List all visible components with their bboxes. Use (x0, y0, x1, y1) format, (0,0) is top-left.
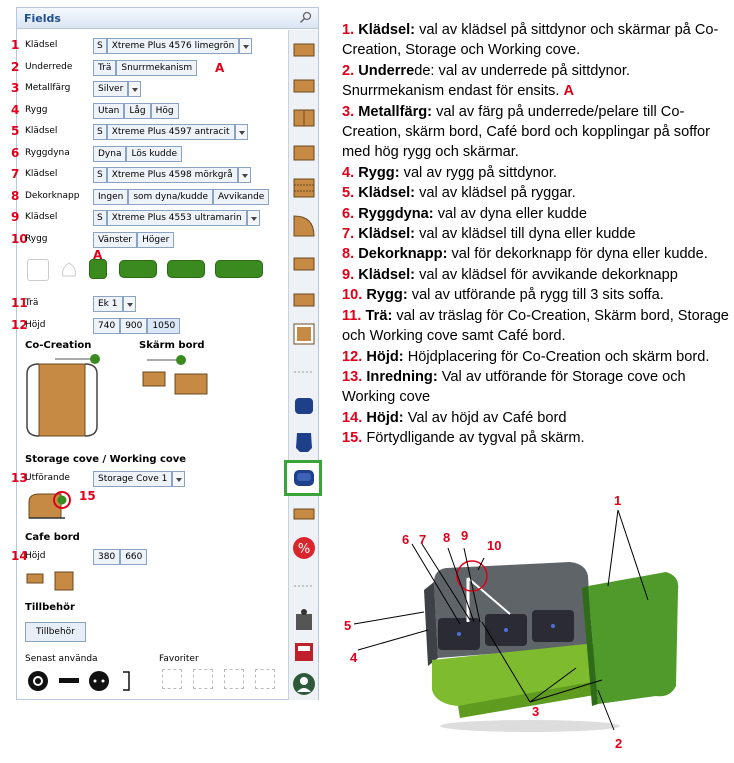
option-button[interactable]: Silver (93, 81, 128, 97)
option-button[interactable]: S (93, 124, 107, 140)
legend-number: 10. (342, 287, 363, 304)
option-row (11, 59, 287, 77)
cafe-hojd-option[interactable]: 660 (120, 549, 147, 565)
legend-item (342, 367, 734, 408)
option-button[interactable]: S (93, 210, 107, 226)
thumbnail-strip (288, 30, 318, 700)
legend-item (342, 306, 734, 347)
svg-text:%: % (297, 542, 311, 557)
hojd-option[interactable]: 1050 (147, 318, 180, 334)
row-label: Klädsel (25, 40, 58, 50)
legend-number: 14. (342, 409, 363, 426)
percent-icon[interactable] (292, 536, 316, 560)
cocreation-table-icon[interactable] (25, 354, 105, 444)
legend-key: Inredning: (366, 368, 438, 385)
chevron-down-icon[interactable] (128, 81, 141, 97)
thumb-selected-frame[interactable] (284, 460, 322, 496)
legend-key: Klädsel: (358, 226, 416, 243)
legend-key: Rygg: (358, 164, 400, 181)
chevron-down-icon[interactable] (238, 167, 251, 183)
row-number: 5 (11, 124, 20, 138)
row-label: Klädsel (25, 212, 58, 222)
row-number: 7 (11, 167, 20, 181)
thumb-blue-chair[interactable] (292, 394, 316, 418)
callout-2: 2 (615, 736, 623, 751)
favoriter-label: Favoriter (159, 654, 199, 664)
row-number: 13 (11, 471, 28, 485)
option-row (11, 124, 287, 141)
callout-6: 6 (402, 532, 410, 547)
option-button[interactable]: S (93, 38, 107, 54)
row-number: 3 (11, 81, 20, 95)
thumb-rect-wood-6[interactable] (292, 288, 316, 312)
legend-item (342, 20, 734, 61)
legend-item (342, 347, 734, 367)
legend-key: Höjd: (366, 348, 404, 365)
hojd-option[interactable]: 740 (93, 318, 120, 334)
legend-key: Klädsel: (358, 266, 416, 283)
chevron-down-icon[interactable] (123, 296, 136, 312)
callout-7: 7 (419, 532, 427, 547)
chevron-down-icon[interactable] (239, 38, 252, 54)
row-label: Ryggdyna (25, 147, 70, 158)
legend-item (342, 265, 734, 285)
callout-10: 10 (487, 538, 502, 553)
row-label: Rygg (25, 233, 48, 244)
callout-4: 4 (350, 650, 358, 665)
cafe-heading: Cafe bord (25, 532, 80, 543)
legend-key: Ryggdyna: (358, 205, 434, 222)
legend-key: Dekorknapp: (358, 246, 448, 263)
thumb-calculator[interactable] (292, 640, 316, 664)
row-label: Klädsel (25, 169, 58, 179)
option-button[interactable]: Ingen (93, 189, 128, 205)
thumb-dotted-line[interactable] (292, 360, 316, 384)
legend-number: 8. (342, 246, 355, 263)
option-button[interactable]: Xtreme Plus 4597 antracit (107, 124, 235, 140)
row-number: 12 (11, 318, 28, 332)
row-label: Rygg (25, 104, 48, 115)
hojd-option[interactable]: 900 (120, 318, 147, 334)
option-row (11, 102, 287, 120)
callout-8: 8 (443, 530, 451, 545)
legend-number: 5. (342, 185, 355, 202)
legend-item (342, 102, 734, 163)
fields-panel (11, 7, 319, 700)
sofa-drawing (340, 490, 734, 763)
thumb-blue-armchair[interactable] (292, 430, 316, 454)
legend-item (342, 244, 734, 264)
legend-list (342, 20, 734, 449)
option-button[interactable]: Vänster (93, 232, 137, 248)
option-button[interactable]: Xtreme Plus 4598 mörkgrå (107, 167, 238, 183)
thumb-striped-wood[interactable] (292, 176, 316, 200)
option-button[interactable]: Lös kudde (126, 146, 182, 162)
callout-1: 1 (614, 493, 622, 508)
row-utforande (11, 471, 265, 488)
legend-text: Höjdplacering för Co-Creation och skärm bord. (403, 348, 710, 365)
legend-text: val av färg på underrede/pelare till Co-Creation, skärm bord, Café bord och kopplingar på soffor med hög rygg och skärmar. (342, 103, 711, 161)
thumb-rect-wood-5[interactable] (292, 252, 316, 276)
swatch-row (27, 259, 287, 283)
option-button[interactable]: Dyna (93, 146, 126, 162)
row-label: Dekorknapp (25, 190, 80, 201)
legend-text: Val av höjd av Café bord (403, 409, 567, 426)
legend-key: Rygg: (366, 287, 408, 304)
row-hojd (11, 318, 225, 335)
option-button[interactable]: Låg (124, 103, 150, 119)
thumb-frame-wood[interactable] (292, 322, 316, 346)
legend-text: Förtydligande av tygval på skärm. (366, 430, 585, 447)
option-button[interactable]: Hög (151, 103, 179, 119)
favorite-slot[interactable] (193, 669, 213, 689)
storage-heading: Storage cove / Working cove (25, 454, 187, 465)
recent-items[interactable] (25, 668, 145, 694)
panel-title: Fields (24, 12, 61, 25)
cocreation-heading: Co-Creation (25, 340, 92, 351)
option-row (11, 81, 287, 98)
thumb-rect-wood-7[interactable] (292, 502, 316, 526)
tillbehor-button[interactable]: Tillbehör (25, 622, 86, 642)
thumb-rect-wood-4[interactable] (292, 142, 316, 166)
utforande-select[interactable]: Storage Cove 1 (93, 471, 172, 487)
option-button[interactable]: som dyna/kudde (128, 189, 213, 205)
row-number: 6 (11, 145, 20, 160)
legend-mark: A (563, 83, 574, 100)
row-label: Höjd (25, 320, 46, 330)
row-number: 4 (11, 102, 20, 117)
legend-number: 11. (342, 307, 362, 324)
marker-15: 15 (79, 489, 96, 503)
row-label: Trä (25, 298, 39, 308)
legend-number: 1. (342, 22, 355, 38)
row-number: 11 (11, 296, 28, 310)
legend-text: val av träslag för Co-Creation, Skärm bord, Storage och Working cove samt Café bord. (342, 307, 729, 345)
legend-number: 9. (342, 266, 355, 283)
option-row (11, 38, 287, 55)
legend-number: 6. (342, 205, 355, 222)
legend-key: Klädsel: (358, 22, 416, 38)
option-row (11, 167, 287, 184)
thumb-rect-wood[interactable] (292, 38, 316, 62)
chevron-down-icon[interactable] (247, 210, 260, 226)
chevron-down-icon[interactable] (172, 471, 185, 487)
callout-9: 9 (461, 528, 469, 543)
row-number: 14 (11, 549, 28, 563)
legend-text: Val av utförande för Storage cove och Working cove (342, 368, 686, 406)
legend-number: 2. (342, 62, 355, 79)
senast-label: Senast använda (25, 654, 98, 664)
swatch-empty-shape[interactable] (59, 260, 79, 280)
legend-text: val av klädsel på ryggar. (415, 185, 576, 202)
row-label: Höjd (25, 551, 46, 561)
thumb-rect-wood-3[interactable] (292, 106, 316, 130)
thumb-person[interactable] (292, 672, 316, 696)
legend-text: val av utförande på rygg till 3 sits soffa. (407, 287, 664, 304)
row-number: 1 (11, 38, 20, 52)
option-button[interactable]: Xtreme Plus 4576 limegrön (107, 38, 240, 54)
thumb-dotted-line-2[interactable] (292, 574, 316, 598)
legend-number: 4. (342, 164, 355, 181)
legend-key: Trä: (365, 307, 393, 324)
option-row (11, 231, 287, 249)
option-button[interactable]: Trä (93, 60, 116, 76)
thumb-quarter-wood[interactable] (292, 214, 316, 238)
legend-number: 7. (342, 226, 355, 243)
legend-item (342, 204, 734, 224)
legend-item (342, 408, 734, 428)
swatch-green-double[interactable] (119, 260, 157, 278)
legend-text: val av klädsel för avvikande dekorknapp (415, 266, 678, 283)
option-button[interactable]: Höger (137, 232, 174, 248)
swatch-green-double-2[interactable] (167, 260, 205, 278)
cafe-hojd-option[interactable]: 380 (93, 549, 120, 565)
option-row (11, 145, 287, 163)
legend-item (342, 428, 734, 448)
option-rows (11, 38, 287, 268)
legend-item (342, 285, 734, 305)
legend-text: val för dekorknapp för dyna eller kudde. (447, 246, 708, 263)
row-number: 9 (11, 210, 20, 224)
storage-cove-icon[interactable] (25, 488, 75, 522)
option-row (11, 188, 287, 206)
row-number: 10 (11, 231, 28, 246)
favorites-slots (162, 669, 282, 691)
legend-number: 12. (342, 348, 363, 365)
favorite-slot[interactable] (224, 669, 244, 689)
thumb-rect-wood-2[interactable] (292, 74, 316, 98)
option-button[interactable]: Xtreme Plus 4553 ultramarin (107, 210, 247, 226)
legend-text: val av rygg på sittdynor. (399, 164, 557, 181)
row-label: Metallfärg (25, 83, 71, 93)
option-row (11, 210, 287, 227)
option-button[interactable]: Avvikande (213, 189, 269, 205)
favorite-slot[interactable] (162, 669, 182, 689)
option-button[interactable]: S (93, 167, 107, 183)
favorite-slot[interactable] (255, 669, 275, 689)
legend-key: Underre (358, 62, 415, 79)
row-label: Utförande (25, 473, 70, 483)
tra-select[interactable]: Ek 1 (93, 296, 123, 312)
option-button[interactable]: Snurrmekanism (116, 60, 197, 76)
chevron-down-icon[interactable] (235, 124, 248, 140)
legend-text: val av dyna eller kudde (433, 205, 587, 222)
skarm-bord-icon[interactable] (139, 354, 219, 404)
row-cafe-hojd (11, 549, 225, 566)
option-button[interactable]: Utan (93, 103, 124, 119)
skarm-heading: Skärm bord (139, 340, 205, 351)
sofa-illustration (340, 490, 734, 763)
legend-item (342, 224, 734, 244)
legend-key: Klädsel: (358, 185, 416, 202)
swatch-empty-square[interactable] (27, 259, 49, 281)
legend-item (342, 163, 734, 183)
swatch-green-single[interactable] (89, 259, 107, 279)
legend-number: 3. (342, 103, 355, 120)
thumb-figure[interactable] (292, 608, 316, 632)
callout-3: 3 (532, 704, 540, 719)
row-mark: A (215, 60, 225, 75)
legend-number: 13. (342, 368, 363, 385)
legend-key: Metallfärg: (358, 103, 433, 120)
legend-item (342, 183, 734, 203)
legend-text: de: val av underrede på sittdynor. Snurrmekanism endast för ensits. (342, 62, 631, 100)
row-label: Underrede (25, 61, 73, 72)
row-number: 2 (11, 59, 20, 74)
legend-key: Höjd: (366, 409, 404, 426)
row-number: 8 (11, 188, 20, 203)
row-tra (11, 296, 225, 313)
legend-item (342, 61, 734, 102)
row-label: Klädsel (25, 126, 58, 136)
cafe-bord-icon[interactable] (25, 570, 85, 592)
legend-text: val av klädsel på sittdynor och skärmar på Co-Creation, Storage och Working cove. (342, 22, 719, 59)
legend-text: val av klädsel till dyna eller kudde (415, 226, 636, 243)
panel-header (17, 8, 318, 29)
search-icon[interactable] (299, 11, 312, 24)
swatch-mark: A (93, 248, 103, 262)
callout-5: 5 (344, 618, 352, 633)
tillbehor-heading: Tillbehör (25, 602, 75, 613)
swatch-green-triple[interactable] (215, 260, 263, 278)
legend-number: 15. (342, 430, 363, 447)
